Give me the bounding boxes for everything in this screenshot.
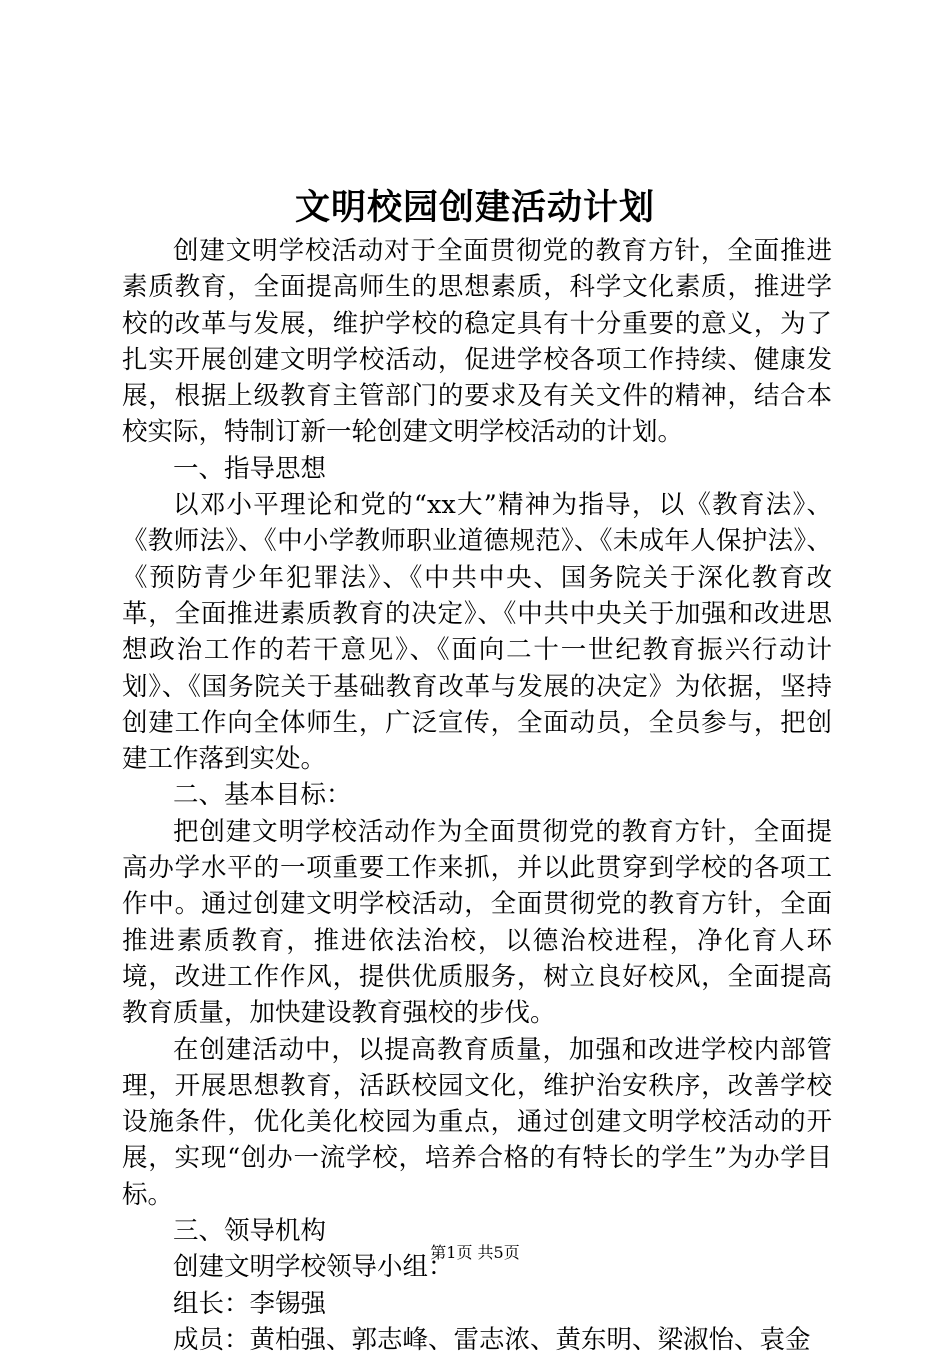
- group-members-line: 成员：黄柏强、郭志峰、雷志浓、黄东明、梁淑怡、袁金: [173, 1324, 811, 1355]
- basic-goals-paragraph: 把创建文明学校活动作为全面贯彻党的教育方针，全面提高办学水平的一项重要工作来抓，并以此贯穿到学校的各项工作中。通过创建文明学校活动，全面贯彻党的教育方针，全面推进素质教育，推进依法治校，以德治校进程，净化育人环境，改进工作作风，提供优质服务，树立良好校风，全面提高教育质量，加快建设教育强校的步伐。: [122, 816, 832, 1029]
- intro-paragraph: 创建文明学校活动对于全面贯彻党的教育方针，全面推进素质教育，全面提高师生的思想素质，科学文化素质，推进学校的改革与发展，维护学校的稳定具有十分重要的意义，为了扎实开展创建文明学校活动，促进学校各项工作持续、健康发展，根据上级教育主管部门的要求及有关文件的精神，结合本校实际，特制订新一轮创建文明学校活动的计划。: [122, 236, 832, 448]
- group-leader-line: 组长：李锡强: [173, 1288, 327, 1319]
- document-body: [122, 233, 832, 1358]
- page-footer: 第1页 共5页: [430, 1243, 520, 1262]
- activity-focus-paragraph: 在创建活动中，以提高教育质量，加强和改进学校内部管理，开展思想教育，活跃校园文化，维护治安秩序，改善学校设施条件，优化美化校园为重点，通过创建文明学校活动的开展，实现“创办一流学校，培养合格的有特长的学生”为办学目标。: [122, 1034, 832, 1210]
- guiding-thought-paragraph: 以邓小平理论和党的“xx大”精神为指导，以《教育法》、《教师法》、《中小学教师职业道德规范》、《未成年人保护法》、《预防青少年犯罪法》、《中共中央、国务院关于深化教育改革，全面推进素质教育的决定》、《中共中央关于加强和改进思想政治工作的若干意见》、《面向二十一世纪教育振兴行动计划》、《国务院关于基础教育改革与发展的决定》为依据，坚持创建工作向全体师生，广泛宣传，全面动员，全员参与，把创建工作落到实处。: [122, 490, 832, 775]
- section-heading-guiding-thought: 一、指导思想: [173, 453, 327, 484]
- document-title: 文明校园创建活动计划: [294, 187, 655, 228]
- section-heading-basic-goals: 二、基本目标：: [173, 780, 352, 811]
- section-heading-leadership: 三、领导机构: [173, 1216, 327, 1247]
- leadership-group-label: 创建文明学校领导小组：: [173, 1252, 454, 1283]
